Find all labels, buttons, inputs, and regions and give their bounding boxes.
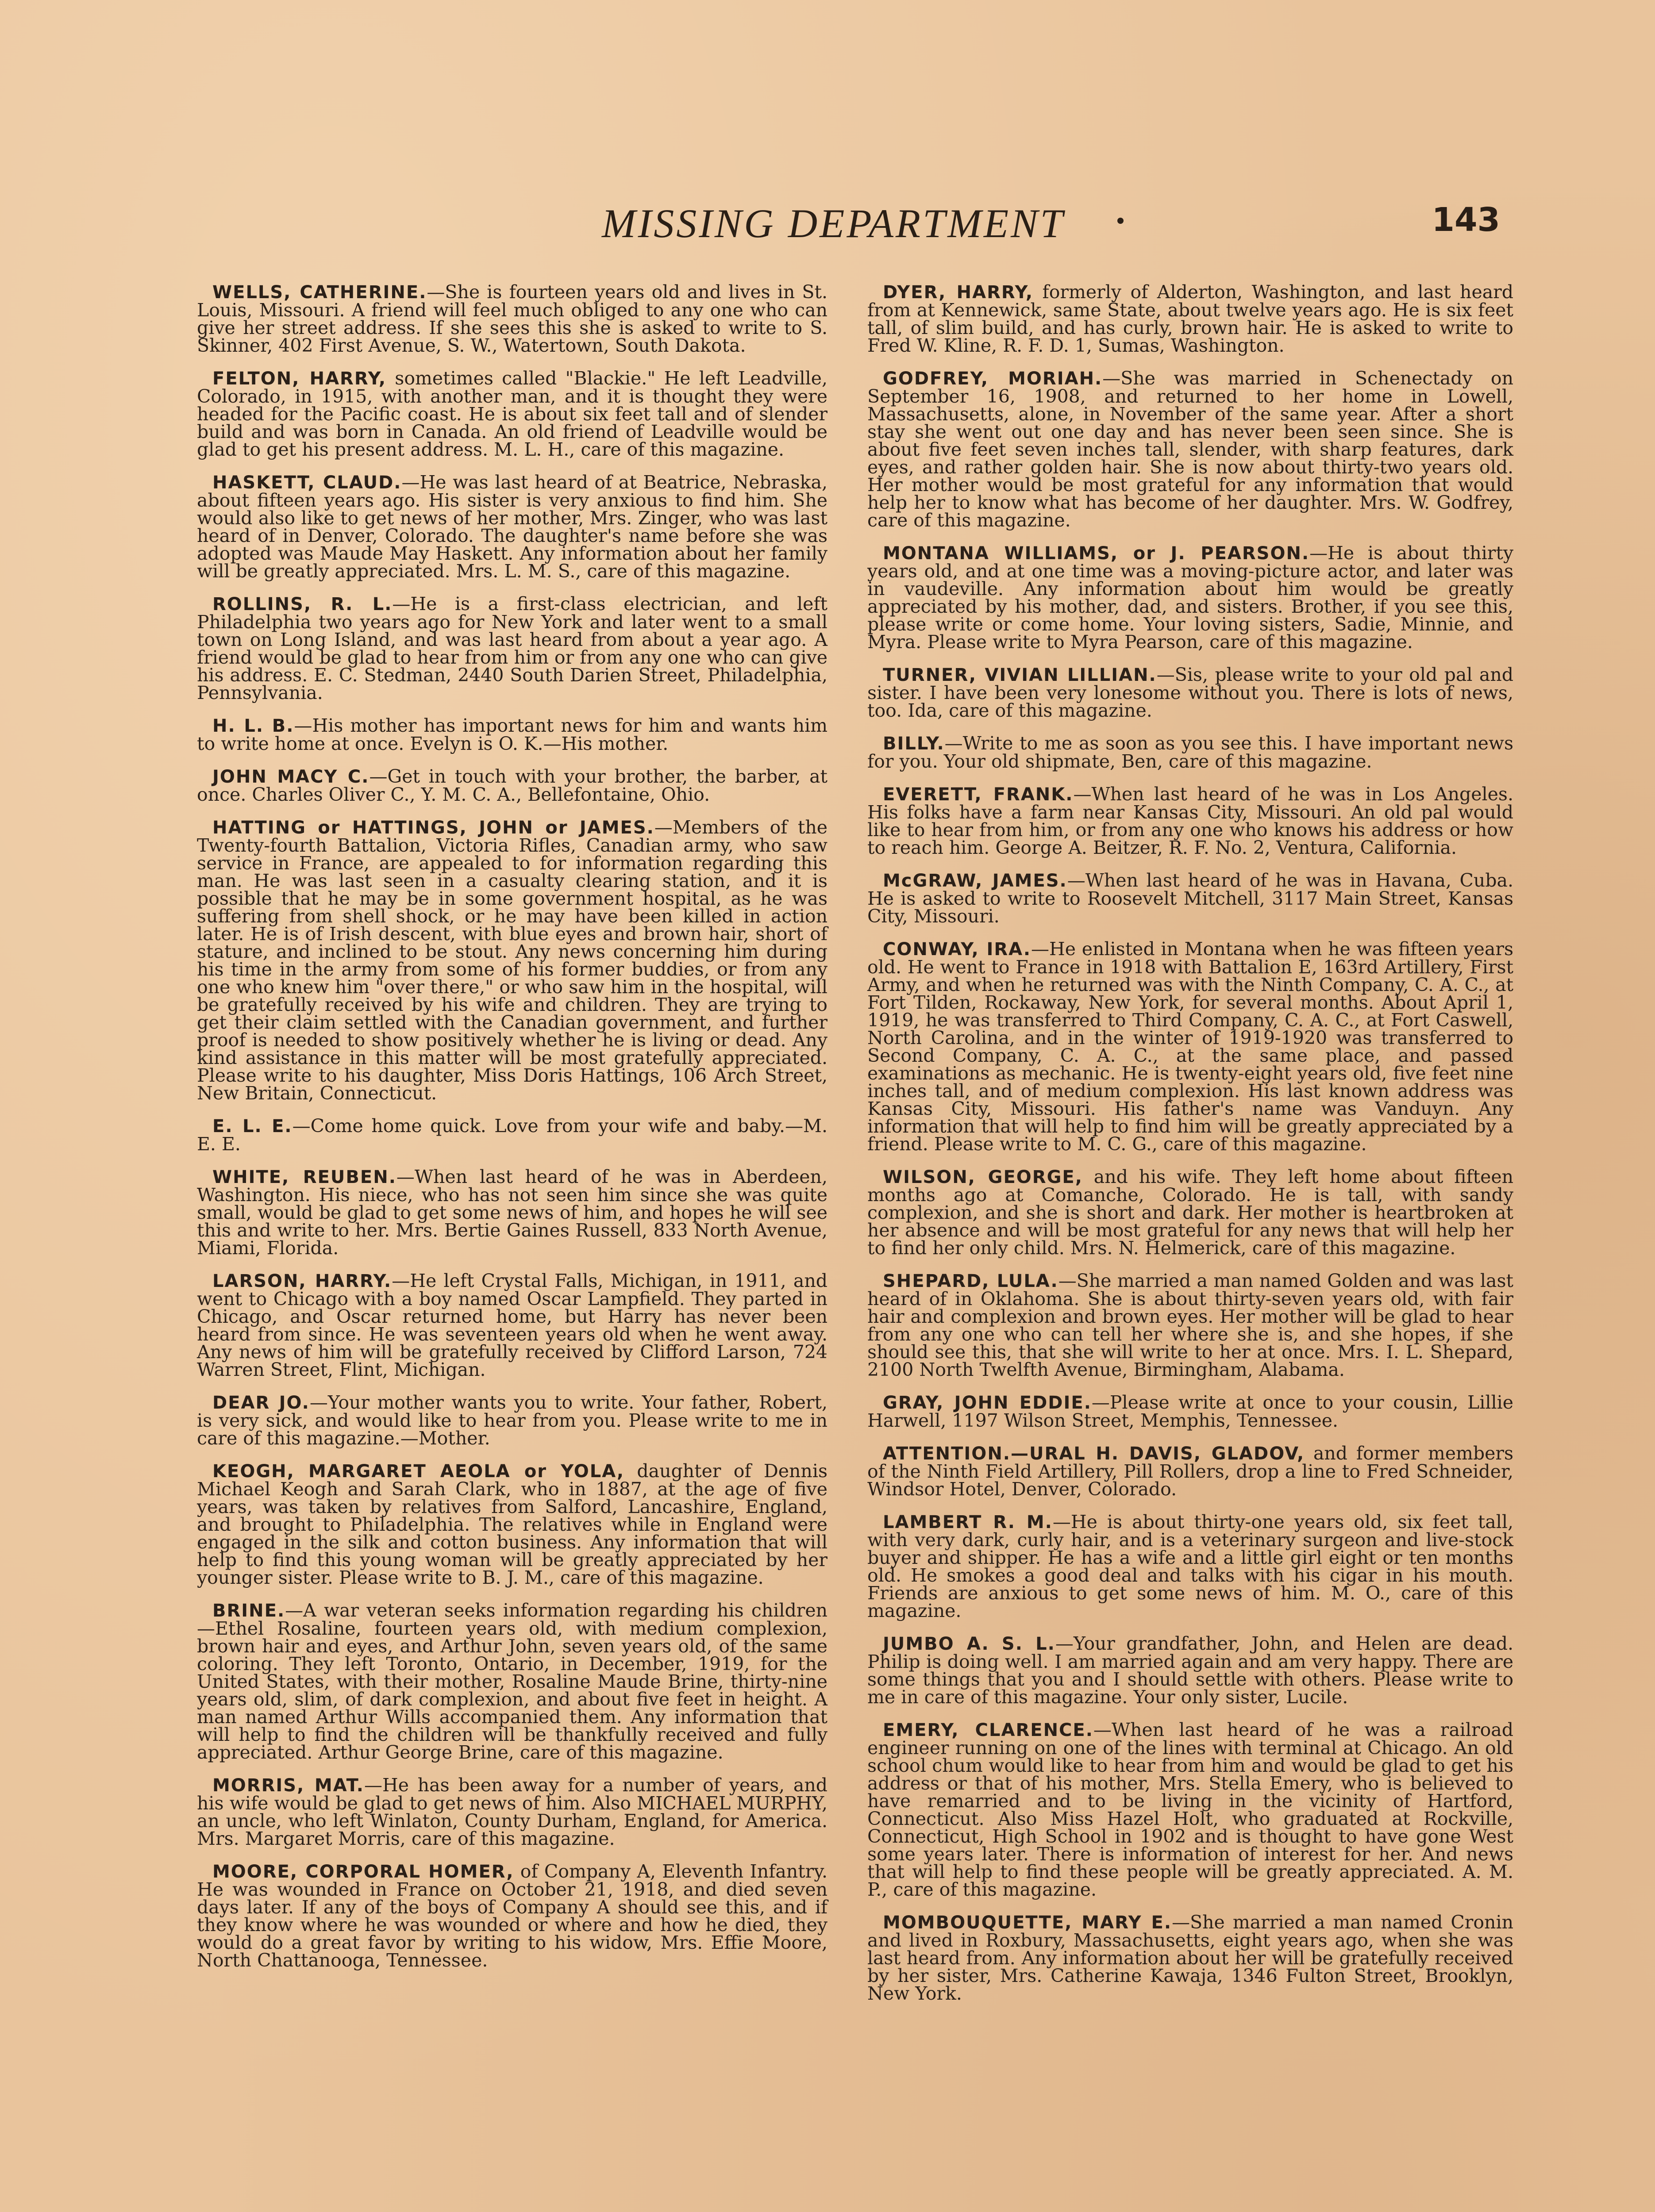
notice-text: —Sis, please write to your old pal and sister. I have been very lonesome without you. There is lots of news, too. Ida, care of this magazine. — [867, 664, 1513, 721]
notice-name: HATTING or HATTINGS, JOHN or JAMES. — [212, 818, 654, 838]
notice-entry — [867, 544, 1513, 651]
notice-name: JUMBO A. S. L. — [883, 1634, 1055, 1654]
notice-entry — [197, 1394, 828, 1447]
notice-name: LARSON, HARRY. — [212, 1271, 392, 1291]
notice-name: ROLLINS, R. L. — [212, 594, 393, 614]
notice-entry — [867, 283, 1513, 354]
notice-text: of Company A, Eleventh Infantry. He was wounded in France on October 21, 1918, and died seven days later. If any of the boys of Company A should see this, and if they know where he was wounded or where and how he died, they would do a great favor by writing to his widow, Mrs. Effie Moore, North Chattanooga, Tennessee. — [197, 1861, 828, 1971]
notice-text: sometimes called "Blackie." He left Leadville, Colorado, in 1915, with another man, and it is thought they were headed for the Pacific coast. He is about six feet tall and of slender build and was born in Canada. An old friend of Leadville would be glad to get his present address. M. L. H., care of this magazine. — [197, 368, 828, 460]
notice-text: —She is fourteen years old and lives in St. Louis, Missouri. A friend will feel much obliged to any one who can give her street address. If she sees this she is asked to write to S. Skinner, 402 First Avenue, S. W., Watertown, South Dakota. — [197, 281, 828, 356]
notice-entry — [867, 1272, 1513, 1379]
notice-entry — [867, 1721, 1513, 1898]
right-column — [867, 283, 1513, 2017]
notice-name: TURNER, VIVIAN LILLIAN. — [883, 665, 1157, 685]
notice-name: LAMBERT R. M. — [883, 1512, 1053, 1532]
notice-text: daughter of Dennis Michael Keogh and Sarah Clark, who in 1887, at the age of five years, was taken by relatives from Salford, Lancashire, England, and brought to Philadelphia. The relatives while in England were engaged in the silk and cotton business. Any information that will help to find this young woman will be greatly appreciated by her younger sister. Please write to B. J. M., care of this magazine. — [197, 1460, 828, 1588]
notice-name: SHEPARD, LULA. — [883, 1271, 1058, 1291]
notice-text: —Your mother wants you to write. Your father, Robert, is very sick, and would like to hear from you. Please write to me in care of this magazine.—Mother. — [197, 1392, 828, 1449]
notice-text: —His mother has important news for him and wants him to write home at once. Evelyn is O. K.—His mother. — [197, 715, 828, 754]
notice-text: —Your grandfather, John, and Helen are dead. Philip is doing well. I am married again and am very happy. There are some things that you and I should settle with others. Please write to me in care of this magazine. Your only sister, Lucile. — [867, 1633, 1513, 1708]
notice-name: JOHN MACY C. — [212, 767, 369, 787]
header-dot — [1117, 218, 1124, 224]
notice-entry — [197, 1601, 828, 1761]
notice-entry — [197, 717, 828, 753]
notice-entry — [867, 785, 1513, 856]
notice-name: KEOGH, MARGARET AEOLA or YOLA, — [212, 1461, 625, 1482]
notice-entry — [867, 940, 1513, 1153]
notice-entry — [197, 1168, 828, 1257]
notice-entry — [867, 1635, 1513, 1706]
notice-name: GRAY, JOHN EDDIE. — [883, 1393, 1092, 1413]
notice-entry — [867, 369, 1513, 529]
notice-entry — [867, 1168, 1513, 1257]
notice-text: —He left Crystal Falls, Michigan, in 1911, and went to Chicago with a boy named Oscar Lampfield. They parted in Chicago, and Oscar returned home, but Harry has never been heard from since. He was seventeen years old when he went away. Any news of him will be gratefully received by Clifford Larson, 724 Warren Street, Flint, Michigan. — [197, 1270, 828, 1380]
notice-text: —When last heard of he was a railroad engineer running on one of the lines with terminal at Chicago. An old school chum would like to hear from him and would be glad to get his address or that of his mother, Mrs. Stella Emery, who is believed to have remarried and to be living in the vicinity of Hartford, Connecticut. Also Miss Hazel Holt, who graduated at Rockville, Connecticut, High School in 1902 and is thought to have gone West some years later. There is information of interest for her. And news that will help to find these people will be greatly appreciated. A. M. P., care of this magazine. — [867, 1719, 1513, 1900]
notice-entry — [867, 666, 1513, 719]
notice-entry — [197, 369, 828, 458]
notice-text: and his wife. They left home about fifteen months ago at Comanche, Colorado. He is tall, with sandy complexion, and she is short and dark. Her mother is heartbroken at her absence and will be most grateful for any news that will help her to find her only child. Mrs. N. Helmerick, care of this magazine. — [867, 1166, 1514, 1259]
notice-name: ATTENTION.—URAL H. DAVIS, GLADOV, — [883, 1444, 1305, 1464]
notice-text: —He is about thirty-one years old, six feet tall, with very dark, curly hair, and is a veterinary surgeon and live-stock buyer and shipper. He has a wife and a little girl eight or ten months old. He smokes a good deal and talks with his cigar in his mouth. Friends are anxious to get some news of him. M. O., care of this magazine. — [867, 1511, 1513, 1621]
notice-text: —Get in touch with your brother, the barber, at once. Charles Oliver C., Y. M. C. A., Bellefontaine, Ohio. — [197, 766, 828, 805]
notice-text: —When last heard of he was in Los Angeles. His folks have a farm near Kansas City, Missouri. An old pal would like to hear from him, or from any one who knows his address or how to reach him. George A. Beitzer, R. F. No. 2, Ventura, California. — [867, 783, 1513, 858]
notice-text: —He has been away for a number of years, and his wife would be glad to get news of him. Also MICHAEL MURPHY, an uncle, who left Winlaton, County Durham, England, for America. Mrs. Margaret Morris, care of this magazine. — [197, 1774, 828, 1849]
notice-entry — [197, 1776, 828, 1847]
page-header — [602, 200, 1500, 253]
notice-entry — [197, 473, 828, 580]
notice-name: DYER, HARRY, — [883, 282, 1034, 303]
notice-text: —She married a man named Cronin and lived in Roxbury, Massachusetts, eight years ago, when she was last heard from. Any information about her will be gratefully received by her sister, Mrs. Catherine Kawaja, 1346 Fulton Street, Brooklyn, New York. — [867, 1912, 1513, 2004]
notice-text: —She was married in Schenectady on September 16, 1908, and returned to her home in Lowell, Massachusetts, alone, in November of the same year. After a short stay she went out one day and has never been seen since. She is about five feet seven inches tall, slender, with sharp features, dark eyes, and rather golden hair. She is now about thirty-two years old. Her mother would be most grateful for any information that would help her to know what has become of her daughter. Mrs. W. Godfrey, care of this magazine. — [867, 368, 1513, 531]
notice-text: formerly of Alderton, Washington, and last heard from at Kennewick, same State, about twelve years ago. He is six feet tall, of slim build, and has curly, brown hair. He is asked to write to Fred W. Kline, R. F. D. 1, Sumas, Washington. — [867, 281, 1513, 356]
notice-entry — [867, 734, 1513, 770]
notice-name: MOMBOUQUETTE, MARY E. — [883, 1912, 1172, 1933]
notice-text: —A war veteran seeks information regarding his children—Ethel Rosaline, fourteen years old, with medium complexion, brown hair and eyes, and Arthur John, seven years old, of the same coloring. They left Toronto, Ontario, in December, 1919, for the United States, with their mother, Rosaline Maude Brine, thirty-nine years old, slim, of dark complexion, and about five feet in height. A man named Arthur Wills accompanied them. Any information that will help to find the children will be thankfully received and fully appreciated. Arthur George Brine, care of this magazine. — [197, 1600, 828, 1763]
notice-entry — [197, 768, 828, 803]
notice-entry — [197, 1863, 828, 1969]
notice-text: —He was last heard of at Beatrice, Nebraska, about fifteen years ago. His sister is very anxious to find him. She would also like to get news of her mother, Mrs. Zinger, who was last heard of in Denver, Colorado. The daughter's name before she was adopted was Maude May Haskett. Any information about her family will be greatly appreciated. Mrs. L. M. S., care of this magazine. — [197, 472, 828, 582]
notice-text: and former members of the Ninth Field Artillery, Pill Rollers, drop a line to Fred Schneider, Windsor Hotel, Denver, Colorado. — [867, 1443, 1514, 1500]
notice-name: DEAR JO. — [212, 1393, 310, 1413]
notice-name: WELLS, CATHERINE. — [212, 282, 427, 303]
notice-name: MONTANA WILLIAMS, or J. PEARSON. — [883, 543, 1310, 564]
notice-entry — [867, 1444, 1513, 1498]
notice-text: —Please write at once to your cousin, Lillie Harwell, 1197 Wilson Street, Memphis, Tennessee. — [867, 1392, 1513, 1431]
notice-entry — [867, 1394, 1513, 1429]
left-column — [197, 283, 828, 1984]
notice-name: WHITE, REUBEN. — [212, 1167, 396, 1187]
notice-text: —Come home quick. Love from your wife and baby.—M. E. E. — [197, 1115, 828, 1155]
notice-name: WILSON, GEORGE, — [883, 1167, 1083, 1187]
notice-name: BILLY. — [883, 733, 945, 754]
notice-name: MORRIS, MAT. — [212, 1775, 364, 1796]
notice-entry — [867, 1513, 1513, 1620]
notice-name: MOORE, CORPORAL HOMER, — [212, 1862, 514, 1882]
notice-name: BRINE. — [212, 1601, 285, 1621]
notice-entry — [197, 1117, 828, 1153]
notice-name: GODFREY, MORIAH. — [883, 369, 1103, 389]
notice-text: —Write to me as soon as you see this. I have important news for you. Your old shipmate, Ben, care of this magazine. — [867, 733, 1513, 772]
notice-name: EVERETT, FRANK. — [883, 784, 1074, 805]
notice-name: FELTON, HARRY, — [212, 369, 387, 389]
notice-text: —He is about thirty years old, and at one time was a moving-picture actor, and later was in vaudeville. Any information about him would be greatly appreciated by his mother, dad, and sisters. Brother, if you see this, please write or come home. Your loving sisters, Sadie, Minnie, and Myra. Please write to Myra Pearson, care of this magazine. — [867, 542, 1514, 653]
notice-entry — [197, 1462, 828, 1586]
notice-entry — [197, 595, 828, 702]
notice-text: —He enlisted in Montana when he was fifteen years old. He went to France in 1918 with Battalion E, 163rd Artillery, First Army, and when he returned was with the Ninth Company, C. A. C., at Fort Tilden, Rockaway, New York, for several months. About April 1, 1919, he was transferred to Third Company, C. A. C., at Fort Caswell, North Carolina, and in the winter of 1919-1920 was transferred to Second Company, C. A. C., at the same place, and passed examinations as mechanic. He is twenty-eight years old, five feet nine inches tall, and of medium complexion. His last known address was Kansas City, Missouri. His father's name was Vanduyn. Any information that will help to find him will be greatly appreciated by a friend. Please write to M. C. G., care of this magazine. — [867, 938, 1513, 1155]
notice-name: CONWAY, IRA. — [883, 939, 1031, 960]
notice-name: EMERY, CLARENCE. — [883, 1720, 1093, 1740]
notice-entry — [197, 283, 828, 354]
notice-entry — [867, 1913, 1513, 2002]
notice-text: —When last heard of he was in Havana, Cuba. He is asked to write to Roosevelt Mitchell, 3117 Main Street, Kansas City, Missouri. — [867, 870, 1514, 927]
notice-text: —Members of the Twenty-fourth Battalion, Victoria Rifles, Canadian army, who saw service in France, are appealed to for information regarding this man. He was last seen in a casualty clearing station, and it is possible that he may be in some government hospital, as he was suffering from shell shock, or he may have been killed in action later. He is of Irish descent, with blue eyes and brown hair, short of stature, and inclined to be stout. Any news concerning him during his time in the army from some of his former buddies, or from any one who knew him "over there," or who saw him in the hospital, will be gratefully received by his wife and children. They are trying to get their claim settled with the Canadian government, and further proof is needed to show positively whether he is living or dead. Any kind assistance in this matter will be most gratefully appreciated. Please write to his daughter, Miss Doris Hattings, 106 Arch Street, New Britain, Connecticut. — [197, 817, 828, 1104]
notice-entry — [197, 818, 828, 1102]
notice-name: HASKETT, CLAUD. — [212, 472, 402, 493]
page-number: 143 — [1432, 201, 1500, 239]
notice-name: McGRAW, JAMES. — [883, 871, 1067, 891]
notice-name: E. L. E. — [212, 1116, 293, 1137]
section-title: MISSING DEPARTMENT — [602, 201, 1065, 246]
notice-entry — [197, 1272, 828, 1379]
notice-text: —He is a first-class electrician, and left Philadelphia two years ago for New York and later went to a small town on Long Island, and was last heard from about a year ago. A friend would be glad to hear from him or from any one who can give his address. E. C. Stedman, 2440 South Darien Street, Philadelphia, Pennsylvania. — [197, 593, 828, 703]
notice-text: —She married a man named Golden and was last heard of in Oklahoma. She is about thirty-seven years old, with fair hair and complexion and brown eyes. Her mother will be glad to hear from any one who can tell her where she is, and she hopes, if she should see this, that she will write to her at once. Mrs. I. L. Shepard, 2100 North Twelfth Avenue, Birmingham, Alabama. — [867, 1270, 1513, 1380]
notice-name: H. L. B. — [212, 716, 294, 736]
notice-text: —When last heard of he was in Aberdeen, Washington. His niece, who has not seen him since she was quite small, would be glad to get some news of him, and hopes he will see this and write to her. Mrs. Bertie Gaines Russell, 833 North Avenue, Miami, Florida. — [197, 1166, 828, 1259]
notice-entry — [867, 872, 1513, 925]
